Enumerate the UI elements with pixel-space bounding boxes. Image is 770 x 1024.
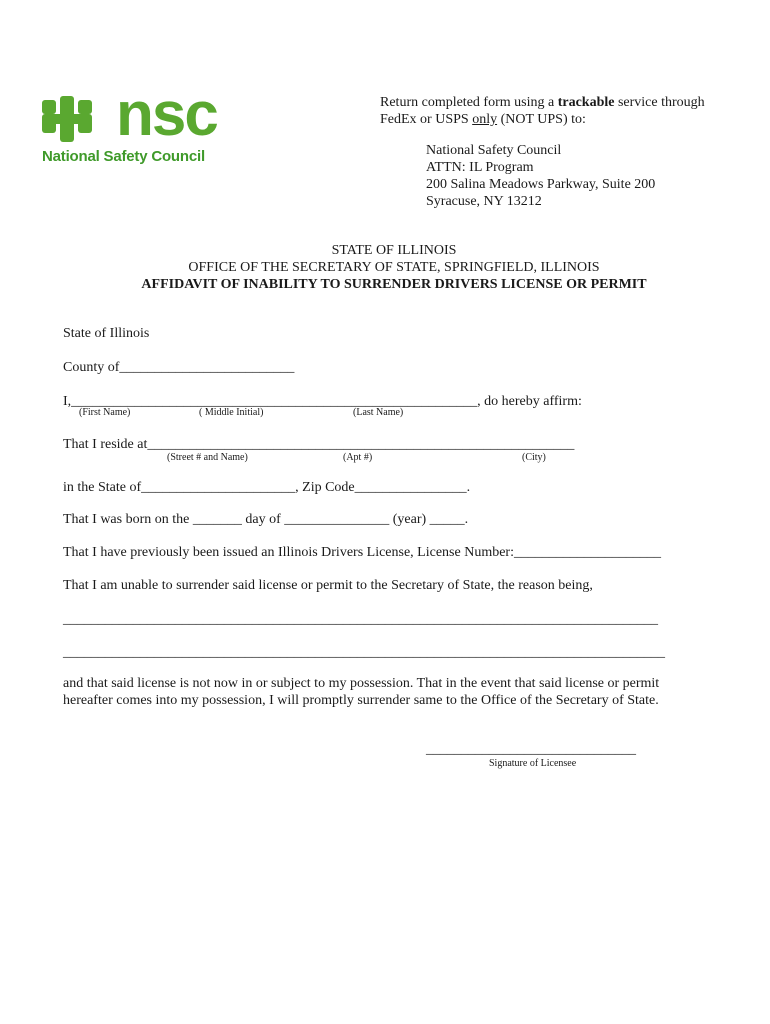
affidavit-title: AFFIDAVIT OF INABILITY TO SURRENDER DRIVERS LICENSE OR PERMIT	[141, 277, 647, 292]
header-office: OFFICE OF THE SECRETARY OF STATE, SPRINGFIELD, ILLINOIS	[188, 260, 600, 275]
logo-wordmark: nsc	[116, 80, 217, 149]
reason-field-line2[interactable]: ______________________________________________________________________________________	[63, 645, 665, 660]
address-line2: ATTN: IL Program	[426, 160, 534, 175]
return-instructions-line1: Return completed form using a trackable service through	[380, 95, 705, 110]
state-zip-field[interactable]: in the State of______________________, Zip Code________________.	[63, 480, 471, 495]
name-field[interactable]: I,__________________________________________________________, do hereby affirm:	[63, 394, 582, 409]
closing-statement-line2: hereafter comes into my possession, I will promptly surrender same to the Office of the Secretary of State.	[63, 693, 659, 708]
only-emphasis: only	[472, 112, 498, 127]
state-line: State of Illinois	[63, 326, 150, 341]
city-label: (City)	[522, 452, 546, 463]
closing-statement-line1: and that said license is not now in or subject to my possession. That in the event that said license or permit	[63, 676, 660, 691]
signature-field[interactable]: ______________________________	[426, 742, 636, 757]
apt-label: (Apt #)	[343, 452, 373, 463]
residence-field[interactable]: That I reside at_____________________________________________________________	[63, 437, 575, 452]
address-line1: National Safety Council	[426, 143, 562, 158]
unable-statement: That I am unable to surrender said license or permit to the Secretary of State, the reason being,	[63, 578, 593, 593]
return-instructions-line2: FedEx or USPS only (NOT UPS) to:	[380, 112, 586, 127]
middle-initial-label: ( Middle Initial)	[199, 407, 264, 418]
address-line4: Syracuse, NY 13212	[426, 194, 542, 209]
trackable-emphasis: trackable	[557, 95, 615, 110]
reason-field-line1[interactable]: _____________________________________________________________________________________	[63, 612, 658, 627]
street-label: (Street # and Name)	[167, 452, 248, 463]
nsc-logo	[42, 80, 222, 170]
last-name-label: (Last Name)	[353, 407, 404, 418]
first-name-label: (First Name)	[79, 407, 131, 418]
birth-date-field[interactable]: That I was born on the _______ day of _______________ (year) _____.	[63, 512, 469, 527]
signature-label: Signature of Licensee	[489, 758, 577, 769]
header-state: STATE OF ILLINOIS	[331, 243, 457, 258]
license-number-field[interactable]: That I have previously been issued an Illinois Drivers License, License Number:_____________________	[63, 545, 661, 560]
county-field[interactable]: County of_________________________	[63, 360, 295, 375]
logo-organization-name: National Safety Council	[42, 148, 205, 165]
address-line3: 200 Salina Meadows Parkway, Suite 200	[426, 177, 656, 192]
